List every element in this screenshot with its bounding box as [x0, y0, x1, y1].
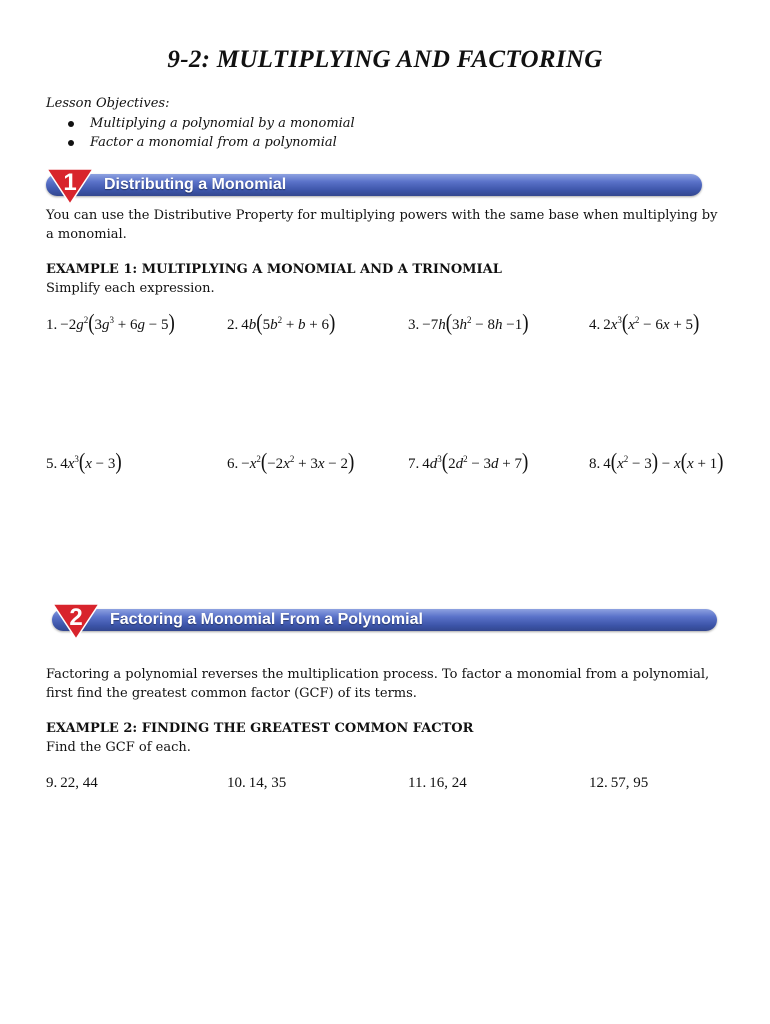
problem-11 — [408, 775, 467, 792]
problem-2 — [227, 310, 336, 336]
objective-item — [66, 116, 355, 135]
problem-number: 4. — [589, 317, 601, 333]
objectives-list — [66, 116, 355, 153]
example-2-heading: EXAMPLE 2: FINDING THE GREATEST COMMON FACTOR — [46, 721, 474, 736]
section-2-intro: Factoring a polynomial reverses the multiplication process. To factor a monomial from a polynomial, first find the greatest common factor (GCF) of its terms. — [46, 667, 710, 701]
section-1-intro: You can use the Distributive Property for multiplying powers with the same base when multiplying by a monomial. — [46, 208, 718, 242]
problem-9 — [46, 775, 98, 792]
objectives-label: Lesson Objectives: — [46, 96, 170, 111]
problem-expression: $-x^2(-2x^2 + 3x - 2)$ — [241, 449, 355, 475]
section-1-banner — [46, 168, 702, 206]
section-number: 2 — [69, 604, 83, 631]
section-title: Factoring a Monomial From a Polynomial — [110, 611, 423, 628]
problem-number: 3. — [408, 317, 420, 333]
problem-number: 10. — [227, 775, 246, 791]
problem-8 — [589, 449, 724, 475]
problem-number: 2. — [227, 317, 239, 333]
objective-text: Factor a monomial from a polynomial — [90, 134, 337, 150]
problem-expression: 57, 95 — [610, 775, 649, 791]
problem-number: 7. — [408, 456, 420, 472]
problem-10 — [227, 775, 286, 792]
problem-expression: $4b(5b^2 + b + 6)$ — [241, 310, 336, 336]
problem-4 — [589, 310, 700, 336]
problem-expression: $4d^3(2d^2 - 3d + 7)$ — [422, 449, 529, 475]
problem-expression: $-7h(3h^2 - 8h -1)$ — [422, 310, 529, 336]
problem-expression: $4x^3(x - 3)$ — [60, 449, 122, 475]
problem-number: 6. — [227, 456, 239, 472]
problem-12 — [589, 775, 648, 792]
problem-expression: $2x^3(x^2 - 6x + 5)$ — [603, 310, 700, 336]
problem-expression: $4(x^2 - 3) - x(x + 1)$ — [603, 449, 724, 475]
problem-1 — [46, 310, 175, 336]
page-title: 9-2: MULTIPLYING AND FACTORING — [167, 46, 603, 73]
problem-expression: 22, 44 — [60, 775, 98, 791]
problem-number: 9. — [46, 775, 58, 791]
problem-number: 11. — [408, 775, 427, 791]
example-1-heading: EXAMPLE 1: MULTIPLYING A MONOMIAL AND A TRINOMIAL — [46, 262, 502, 277]
problem-3 — [408, 310, 529, 336]
problem-number: 8. — [589, 456, 601, 472]
bullet-icon — [68, 121, 74, 127]
problem-expression: 16, 24 — [429, 775, 467, 791]
problem-expression: $-2g^2(3g^3 + 6g - 5)$ — [60, 310, 175, 336]
problem-5 — [46, 449, 122, 475]
example-2-instruction: Find the GCF of each. — [46, 740, 191, 755]
problem-7 — [408, 449, 529, 475]
section-number: 1 — [63, 169, 77, 196]
objective-item — [66, 135, 355, 154]
section-title: Distributing a Monomial — [104, 176, 287, 193]
problem-expression: 14, 35 — [248, 775, 287, 791]
problem-6 — [227, 449, 355, 475]
problem-number: 5. — [46, 456, 58, 472]
section-2-banner — [52, 603, 717, 641]
bullet-icon — [68, 140, 74, 146]
problem-number: 1. — [46, 317, 58, 333]
example-1-instruction: Simplify each expression. — [46, 281, 215, 296]
objective-text: Multiplying a polynomial by a monomial — [90, 116, 355, 131]
problem-number: 12. — [589, 775, 608, 791]
